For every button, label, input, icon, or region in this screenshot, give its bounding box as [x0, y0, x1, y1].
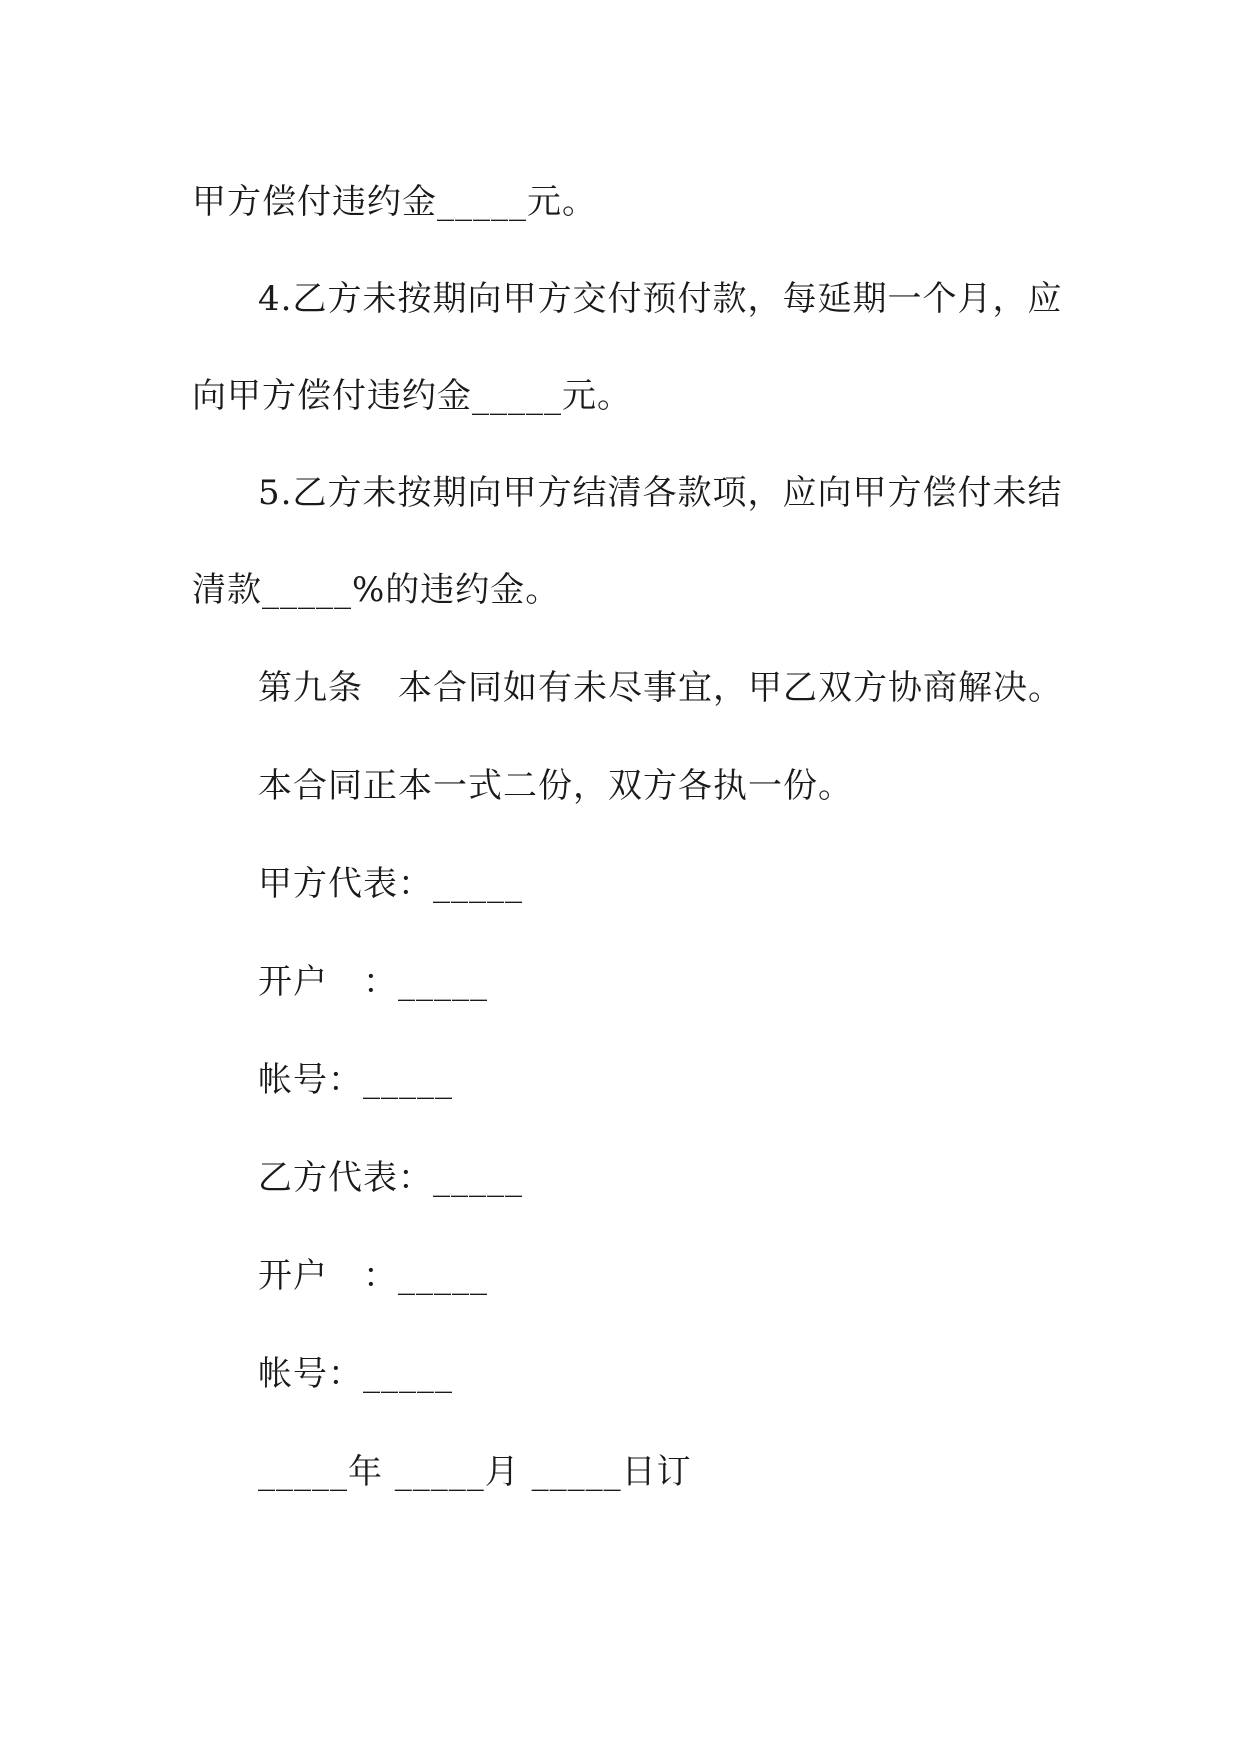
copies-statement: 本合同正本一式二份，双方各执一份。 — [258, 766, 853, 806]
party-b-account: 帐号：_____ — [258, 1354, 453, 1394]
party-b-bank: 开户 ：_____ — [258, 1256, 488, 1296]
clause-4-line-1: 4.乙方未按期向甲方交付预付款，每延期一个月，应 — [258, 279, 1063, 319]
party-a-account: 帐号：_____ — [258, 1060, 453, 1100]
penalty-clause-continuation: 甲方偿付违约金_____元。 — [192, 182, 597, 222]
party-b-representative: 乙方代表：_____ — [258, 1158, 523, 1198]
clause-5-line-2: 清款_____%的违约金。 — [192, 570, 561, 610]
signing-date: _____年 _____月 _____日订 — [258, 1452, 692, 1492]
party-a-bank: 开户 ：_____ — [258, 962, 488, 1002]
clause-4-line-2: 向甲方偿付违约金_____元。 — [192, 376, 632, 416]
clause-5-line-1: 5.乙方未按期向甲方结清各款项，应向甲方偿付未结 — [258, 473, 1063, 513]
article-9: 第九条 本合同如有未尽事宜，甲乙双方协商解决。 — [258, 668, 1063, 708]
party-a-representative: 甲方代表：_____ — [258, 864, 523, 904]
